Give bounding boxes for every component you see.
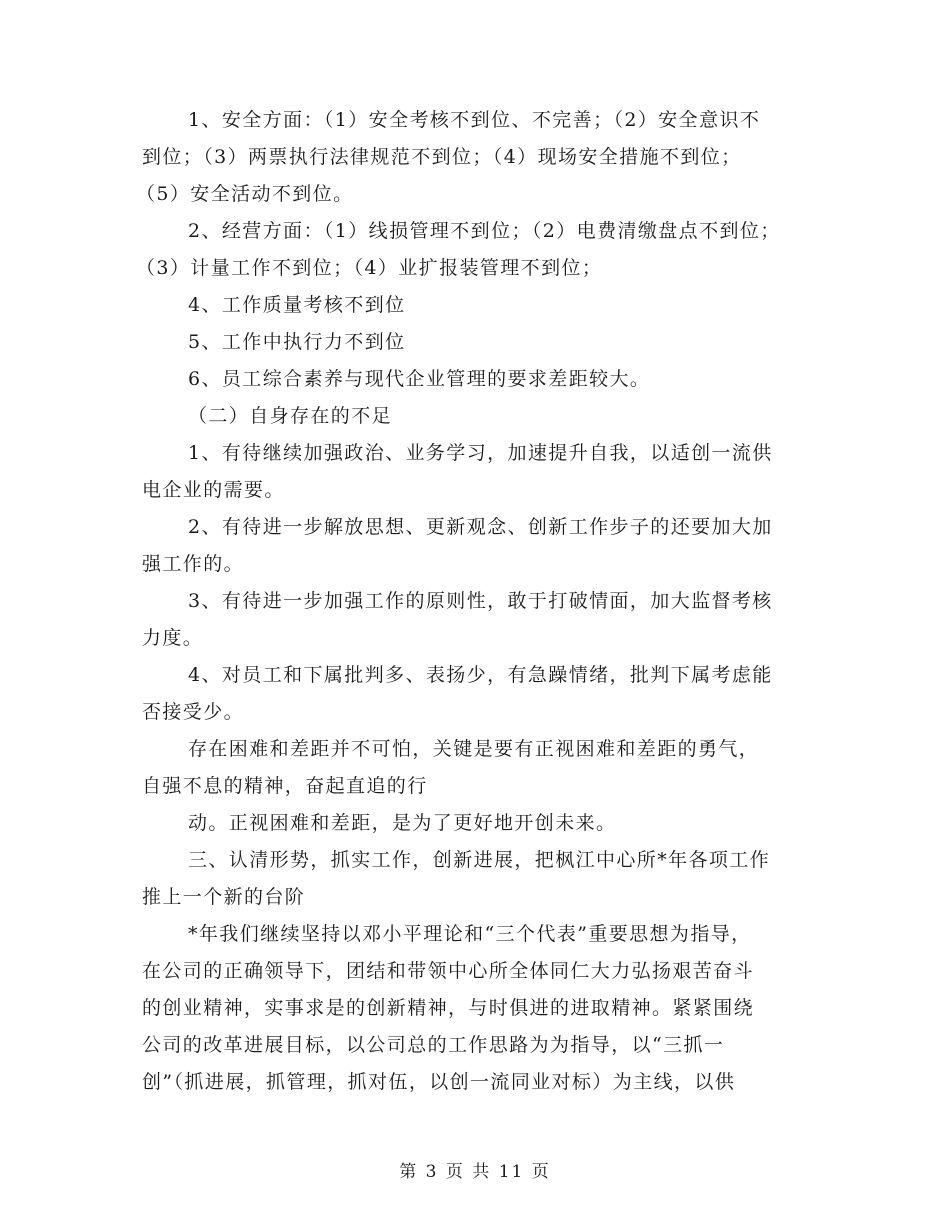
text-line: 5、工作中执行力不到位 (188, 331, 406, 353)
footer-middle: 页 共 (445, 1162, 492, 1182)
text-line: 2、有待进一步解放思想、更新观念、创新工作步子的还要加大加 (188, 516, 773, 538)
text-line: 公司的改革进展目标，以公司总的工作思路为为指导，以“三抓一 (142, 1034, 725, 1056)
text-line: 4、对员工和下属批判多、表扬少，有急躁情绪，批判下属考虑能 (188, 664, 773, 686)
page-footer (0, 1157, 950, 1182)
section-heading: 三、认清形势，抓实工作，创新进展，把枫江中心所*年各项工作 (188, 849, 771, 871)
footer-prefix: 第 (399, 1162, 419, 1182)
footer-page-number: 3 (425, 1162, 439, 1182)
text-line: 创”（抓进展，抓管理，抓对伍，以创一流同业对标）为主线，以供 (142, 1071, 736, 1093)
text-line: （5）安全活动不到位。 (136, 183, 354, 205)
text-line: 力度。 (142, 627, 204, 649)
text-line: 存在困难和差距并不可怕，关键是要有正视困难和差距的勇气， (188, 738, 760, 760)
text-line: 3、有待进一步加强工作的原则性，敢于打破情面，加大监督考核 (188, 590, 773, 612)
text-line: 到位；（3）两票执行法律规范不到位；（4）现场安全措施不到位； (142, 146, 742, 168)
text-line: *年我们继续坚持以邓小平理论和“三个代表”重要思想为指导， (188, 923, 752, 945)
text-line: 否接受少。 (142, 701, 245, 723)
text-line: 4、工作质量考核不到位 (188, 294, 406, 316)
text-line: 自强不息的精神，奋起直追的行 (142, 775, 428, 797)
section-heading: 推上一个新的台阶 (142, 886, 306, 908)
text-line: 动。正视困难和差距，是为了更好地开创未来。 (188, 812, 617, 834)
section-heading: （二）自身存在的不足 (188, 405, 393, 427)
footer-total-pages: 11 (498, 1162, 525, 1182)
footer-suffix: 页 (531, 1162, 551, 1182)
text-line: 的创业精神，实事求是的创新精神，与时俱进的进取精神。紧紧围绕 (142, 997, 755, 1019)
text-line: 电企业的需要。 (142, 479, 285, 501)
text-line: 1、安全方面：（1）安全考核不到位、不完善；（2）安全意识不 (188, 109, 761, 131)
text-line: 2、经营方面：（1）线损管理不到位；（2）电费清缴盘点不到位； (188, 220, 781, 242)
text-line: 1、有待继续加强政治、业务学习，加速提升自我，以适创一流供 (188, 442, 773, 464)
text-line: （3）计量工作不到位；（4）业扩报装管理不到位； (136, 257, 603, 279)
text-line: 6、员工综合素养与现代企业管理的要求差距较大。 (188, 368, 651, 390)
text-line: 在公司的正确领导下，团结和带领中心所全体同仁大力弘扬艰苦奋斗 (142, 960, 755, 982)
text-line: 强工作的。 (142, 553, 245, 575)
